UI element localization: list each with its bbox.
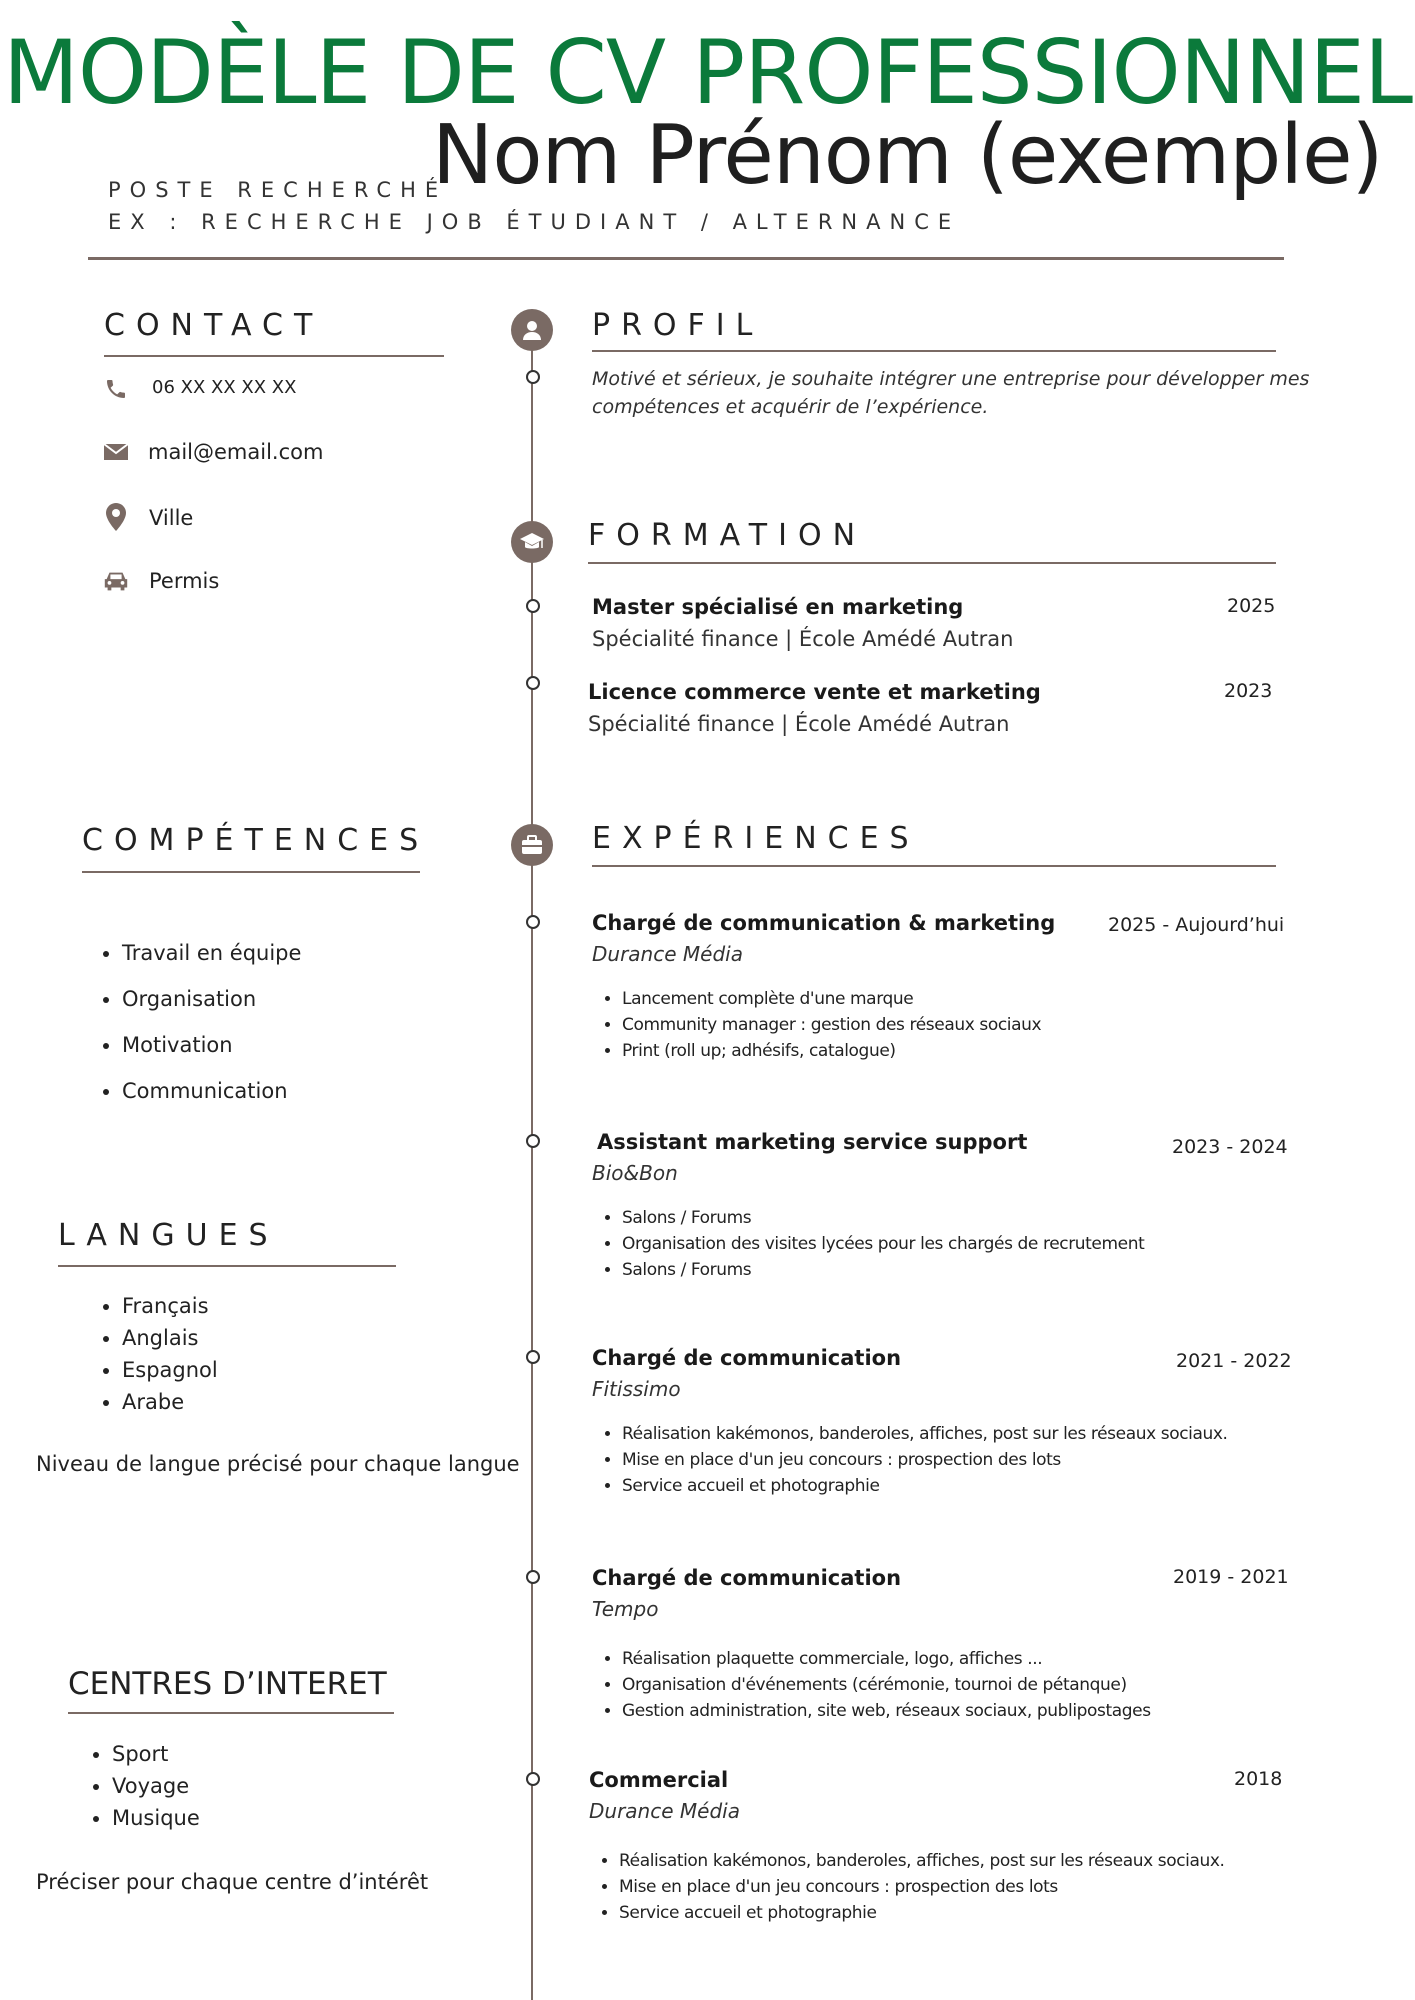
experience-date: 2018 [1234,1768,1283,1790]
formation-degree: Master spécialisé en marketing [592,595,964,619]
formation-divider [588,562,1276,564]
list-item: • Motivation [122,1022,301,1068]
experience-title: Chargé de communication [592,1566,902,1590]
timeline-line [531,330,533,2000]
graduation-cap-icon [511,521,553,563]
profil-divider [592,350,1276,352]
langues-note: Niveau de langue précisé pour chaque langue [36,1452,520,1476]
interets-divider [68,1712,394,1714]
competences-divider [82,871,420,873]
list-item: • Arabe [122,1386,218,1418]
experiences-title: EXPÉRIENCES [592,821,920,856]
experience-bullets [592,1421,1228,1499]
list-item: • Mise en place d'un jeu concours : prospection des lots [622,1447,1228,1473]
experience-org: Durance Média [589,1799,740,1823]
briefcase-icon [511,824,553,866]
car-icon [102,567,130,595]
header-divider [88,257,1284,260]
list-item: • Organisation des visites lycées pour les chargés de recrutement [622,1231,1144,1257]
langues-list [94,1290,218,1418]
city-value: Ville [149,506,194,530]
experience-date: 2019 - 2021 [1173,1566,1289,1588]
list-item: • Gestion administration, site web, réseaux sociaux, publipostages [622,1698,1151,1724]
interets-title: CENTRES D’INTERET [68,1666,387,1702]
interets-list [84,1738,200,1834]
experience-date: 2021 - 2022 [1176,1350,1292,1372]
phone-value: 06 XX XX XX XX [152,377,297,398]
formation-degree: Licence commerce vente et marketing [588,680,1041,704]
formation-detail: Spécialité finance | École Amédé Autran [588,712,1010,736]
list-item: • Salons / Forums [622,1205,1144,1231]
experience-bullets [589,1848,1225,1926]
list-item: • Mise en place d'un jeu concours : prospection des lots [619,1874,1225,1900]
list-item: • Organisation d'événements (cérémonie, tournoi de pétanque) [622,1672,1151,1698]
experience-title: Assistant marketing service support [597,1130,1028,1154]
list-item: • Espagnol [122,1354,218,1386]
profil-title: PROFIL [592,308,764,343]
list-item: • Service accueil et photographie [619,1900,1225,1926]
list-item: • Sport [112,1738,200,1770]
profil-line2: compétences et acquérir de l’expérience. [592,396,989,418]
experience-org: Bio&Bon [592,1161,678,1185]
timeline-dot [526,1570,540,1584]
phone-icon [102,375,130,403]
interets-note: Préciser pour chaque centre d’intérêt [36,1870,429,1894]
email-value: mail@email.com [148,440,324,464]
experience-bullets [592,1646,1151,1724]
list-item: • Salons / Forums [622,1257,1144,1283]
list-item: • Réalisation kakémonos, banderoles, affiches, post sur les réseaux sociaux. [619,1848,1225,1874]
list-item: • Communication [122,1068,301,1114]
formation-title: FORMATION [588,518,867,553]
list-item: • Service accueil et photographie [622,1473,1228,1499]
langues-title: LANGUES [58,1218,279,1253]
contact-title: CONTACT [104,308,324,343]
competences-list [94,930,301,1114]
experience-bullets [592,986,1041,1064]
email-icon [102,438,130,466]
experience-date: 2025 - Aujourd’hui [1108,914,1285,936]
contact-divider [104,355,444,357]
experience-title: Chargé de communication [592,1346,902,1370]
competences-title: COMPÉTENCES [82,823,430,858]
timeline-dot [526,1134,540,1148]
profil-line1: Motivé et sérieux, je souhaite intégrer une entreprise pour développer mes [592,368,1310,390]
experience-title: Chargé de communication & marketing [592,911,1056,935]
timeline-dot [526,1772,540,1786]
license-value: Permis [149,569,220,593]
experience-date: 2023 - 2024 [1172,1136,1288,1158]
list-item: • Travail en équipe [122,930,301,976]
timeline-dot [526,676,540,690]
experience-org: Fitissimo [592,1377,681,1401]
location-icon [102,503,130,531]
list-item: • Français [122,1290,218,1322]
candidate-name: Nom Prénom (exemple) [432,108,1383,203]
formation-year: 2025 [1227,595,1276,617]
list-item: • Voyage [112,1770,200,1802]
list-item: • Réalisation kakémonos, banderoles, affiches, post sur les réseaux sociaux. [622,1421,1228,1447]
poste-value: EX : RECHERCHE JOB ÉTUDIANT / ALTERNANCE [108,210,961,234]
formation-year: 2023 [1224,680,1273,702]
langues-divider [58,1265,396,1267]
experience-org: Durance Média [592,942,743,966]
timeline-dot [526,599,540,613]
timeline-dot [526,1350,540,1364]
experience-title: Commercial [589,1768,729,1792]
list-item: • Community manager : gestion des réseaux sociaux [622,1012,1041,1038]
experience-bullets [592,1205,1144,1283]
list-item: • Lancement complète d'une marque [622,986,1041,1012]
formation-detail: Spécialité finance | École Amédé Autran [592,627,1014,651]
list-item: • Organisation [122,976,301,1022]
list-item: • Anglais [122,1322,218,1354]
timeline-dot [526,370,540,384]
experience-org: Tempo [592,1597,659,1621]
poste-label: POSTE RECHERCHÉ [108,178,448,202]
list-item: • Musique [112,1802,200,1834]
list-item: • Réalisation plaquette commerciale, logo, affiches ... [622,1646,1151,1672]
experiences-divider [592,865,1276,867]
user-icon [511,309,553,351]
list-item: • Print (roll up; adhésifs, catalogue) [622,1038,1041,1064]
banner-title: MODÈLE DE CV PROFESSIONNEL [2,21,1413,124]
timeline-dot [526,915,540,929]
profil-text [592,365,1310,421]
